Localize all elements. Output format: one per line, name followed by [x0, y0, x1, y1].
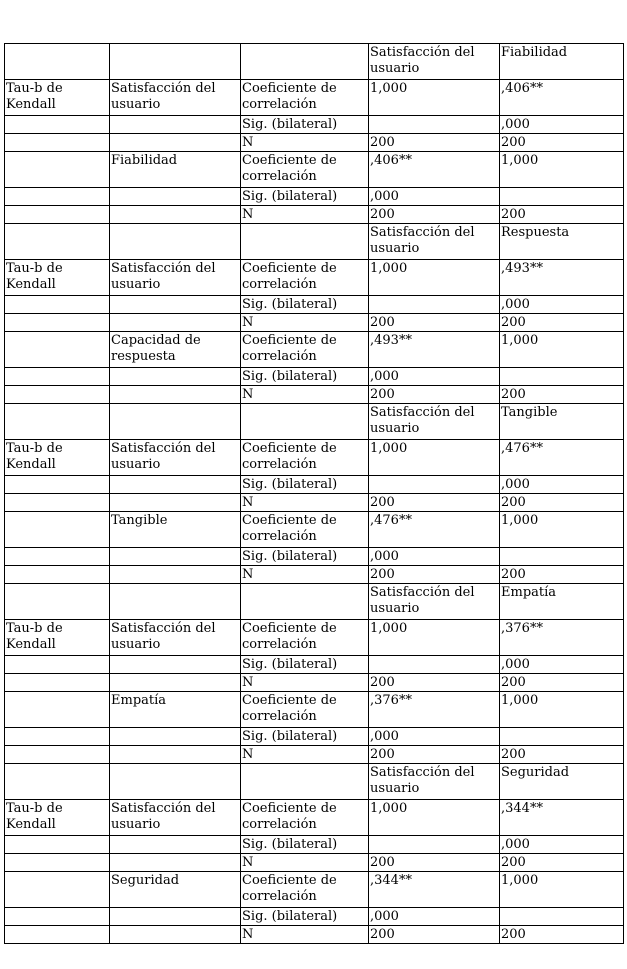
empty-cell [110, 386, 241, 404]
value-cell: ,000 [369, 548, 500, 566]
value-cell: 200 [500, 206, 624, 224]
empty-cell [110, 224, 241, 260]
value-cell: ,406** [500, 80, 624, 116]
row-variable-label: Satisfacción del usuario [110, 440, 241, 476]
empty-cell [5, 584, 110, 620]
row-variable-label: Satisfacción del usuario [110, 620, 241, 656]
value-cell: ,476** [369, 512, 500, 548]
measure-label: Coeficiente de correlación [241, 692, 369, 728]
value-cell: ,000 [500, 116, 624, 134]
measure-label: N [241, 674, 369, 692]
empty-cell [5, 836, 110, 854]
table-row [5, 332, 624, 368]
measure-label: N [241, 386, 369, 404]
table-row [5, 440, 624, 476]
empty-cell [110, 404, 241, 440]
table-row [5, 494, 624, 512]
table-row [5, 800, 624, 836]
value-cell: 1,000 [500, 692, 624, 728]
table-row [5, 566, 624, 584]
empty-cell [5, 224, 110, 260]
table-row [5, 116, 624, 134]
table-row [5, 512, 624, 548]
empty-cell [369, 476, 500, 494]
value-cell: ,000 [369, 188, 500, 206]
value-cell: 200 [500, 314, 624, 332]
block-header-row [5, 224, 624, 260]
table-row [5, 260, 624, 296]
value-cell: 1,000 [500, 872, 624, 908]
row-variable-label: Satisfacción del usuario [110, 800, 241, 836]
measure-label: Coeficiente de correlación [241, 80, 369, 116]
column-header-dimension: Tangible [500, 404, 624, 440]
empty-cell [110, 656, 241, 674]
statistic-label: Tau-b de Kendall [5, 440, 110, 476]
row-variable-label: Fiabilidad [110, 152, 241, 188]
table-row [5, 206, 624, 224]
table-row [5, 134, 624, 152]
empty-cell [5, 116, 110, 134]
table-row [5, 872, 624, 908]
row-variable-label: Empatía [110, 692, 241, 728]
empty-cell [110, 368, 241, 386]
empty-cell [110, 926, 241, 944]
table-row [5, 188, 624, 206]
empty-cell [5, 476, 110, 494]
measure-label: Coeficiente de correlación [241, 260, 369, 296]
table-row [5, 656, 624, 674]
empty-cell [369, 656, 500, 674]
value-cell: ,406** [369, 152, 500, 188]
empty-cell [5, 548, 110, 566]
row-variable-label: Satisfacción del usuario [110, 80, 241, 116]
value-cell: 1,000 [500, 152, 624, 188]
empty-cell [369, 116, 500, 134]
measure-label: Sig. (bilateral) [241, 368, 369, 386]
empty-cell [110, 494, 241, 512]
measure-label: Coeficiente de correlación [241, 440, 369, 476]
block-header-row [5, 404, 624, 440]
measure-label: Sig. (bilateral) [241, 188, 369, 206]
table-row [5, 476, 624, 494]
table-row [5, 152, 624, 188]
measure-label: Coeficiente de correlación [241, 512, 369, 548]
empty-cell [5, 44, 110, 80]
empty-cell [110, 476, 241, 494]
table-row [5, 620, 624, 656]
value-cell: ,000 [369, 728, 500, 746]
statistic-label: Tau-b de Kendall [5, 620, 110, 656]
value-cell: ,493** [500, 260, 624, 296]
value-cell: 200 [500, 674, 624, 692]
value-cell: ,000 [500, 836, 624, 854]
row-variable-label: Seguridad [110, 872, 241, 908]
table-row [5, 80, 624, 116]
row-variable-label: Tangible [110, 512, 241, 548]
measure-label: Sig. (bilateral) [241, 116, 369, 134]
table-row [5, 296, 624, 314]
measure-label: Sig. (bilateral) [241, 908, 369, 926]
empty-cell [369, 836, 500, 854]
value-cell: 1,000 [500, 512, 624, 548]
value-cell: ,000 [500, 296, 624, 314]
empty-cell [5, 872, 110, 908]
measure-label: Sig. (bilateral) [241, 476, 369, 494]
measure-label: N [241, 314, 369, 332]
empty-cell [110, 854, 241, 872]
correlation-table [4, 43, 624, 944]
empty-cell [5, 368, 110, 386]
empty-cell [110, 116, 241, 134]
empty-cell [110, 746, 241, 764]
value-cell: 1,000 [369, 620, 500, 656]
empty-cell [5, 728, 110, 746]
empty-cell [5, 674, 110, 692]
value-cell: 200 [369, 206, 500, 224]
table-row [5, 908, 624, 926]
value-cell: 200 [369, 314, 500, 332]
empty-cell [5, 512, 110, 548]
column-header-main: Satisfacción del usuario [369, 404, 500, 440]
table-row [5, 386, 624, 404]
empty-cell [5, 386, 110, 404]
empty-cell [241, 404, 369, 440]
correlation-table-body [5, 44, 624, 944]
empty-cell [5, 566, 110, 584]
empty-cell [110, 548, 241, 566]
empty-cell [5, 296, 110, 314]
measure-label: N [241, 926, 369, 944]
empty-cell [110, 908, 241, 926]
measure-label: Sig. (bilateral) [241, 836, 369, 854]
measure-label: Sig. (bilateral) [241, 296, 369, 314]
measure-label: N [241, 494, 369, 512]
empty-cell [110, 836, 241, 854]
empty-cell [110, 134, 241, 152]
empty-cell [369, 296, 500, 314]
value-cell: 1,000 [369, 260, 500, 296]
block-header-row [5, 44, 624, 80]
empty-cell [500, 548, 624, 566]
column-header-main: Satisfacción del usuario [369, 44, 500, 80]
empty-cell [5, 746, 110, 764]
value-cell: ,376** [500, 620, 624, 656]
value-cell: 200 [500, 134, 624, 152]
value-cell: 200 [500, 854, 624, 872]
measure-label: N [241, 854, 369, 872]
column-header-dimension: Seguridad [500, 764, 624, 800]
value-cell: 200 [369, 386, 500, 404]
statistic-label: Tau-b de Kendall [5, 80, 110, 116]
value-cell: ,376** [369, 692, 500, 728]
value-cell: 200 [500, 926, 624, 944]
empty-cell [110, 314, 241, 332]
value-cell: ,476** [500, 440, 624, 476]
empty-cell [5, 206, 110, 224]
measure-label: N [241, 206, 369, 224]
empty-cell [241, 44, 369, 80]
value-cell: ,493** [369, 332, 500, 368]
empty-cell [110, 296, 241, 314]
empty-cell [500, 188, 624, 206]
block-header-row [5, 584, 624, 620]
value-cell: 200 [369, 926, 500, 944]
value-cell: 200 [500, 386, 624, 404]
table-row [5, 692, 624, 728]
empty-cell [5, 404, 110, 440]
value-cell: 200 [500, 494, 624, 512]
table-row [5, 926, 624, 944]
measure-label: Coeficiente de correlación [241, 620, 369, 656]
empty-cell [241, 764, 369, 800]
table-row [5, 746, 624, 764]
empty-cell [5, 926, 110, 944]
row-variable-label: Satisfacción del usuario [110, 260, 241, 296]
table-row [5, 548, 624, 566]
value-cell: 200 [500, 746, 624, 764]
measure-label: Coeficiente de correlación [241, 152, 369, 188]
statistic-label: Tau-b de Kendall [5, 260, 110, 296]
table-row [5, 314, 624, 332]
table-row [5, 836, 624, 854]
value-cell: ,000 [500, 476, 624, 494]
measure-label: Sig. (bilateral) [241, 548, 369, 566]
empty-cell [5, 854, 110, 872]
empty-cell [110, 188, 241, 206]
measure-label: Coeficiente de correlación [241, 800, 369, 836]
empty-cell [5, 134, 110, 152]
value-cell: ,000 [500, 656, 624, 674]
table-row [5, 368, 624, 386]
measure-label: Sig. (bilateral) [241, 728, 369, 746]
value-cell: 200 [369, 134, 500, 152]
empty-cell [500, 908, 624, 926]
empty-cell [110, 566, 241, 584]
value-cell: 200 [369, 746, 500, 764]
empty-cell [5, 494, 110, 512]
column-header-dimension: Fiabilidad [500, 44, 624, 80]
value-cell: ,000 [369, 368, 500, 386]
statistic-label: Tau-b de Kendall [5, 800, 110, 836]
value-cell: 1,000 [369, 440, 500, 476]
table-row [5, 728, 624, 746]
measure-label: Coeficiente de correlación [241, 872, 369, 908]
column-header-main: Satisfacción del usuario [369, 764, 500, 800]
measure-label: Sig. (bilateral) [241, 656, 369, 674]
measure-label: N [241, 746, 369, 764]
empty-cell [5, 656, 110, 674]
table-row [5, 854, 624, 872]
empty-cell [110, 206, 241, 224]
value-cell: ,344** [500, 800, 624, 836]
measure-label: N [241, 134, 369, 152]
empty-cell [500, 368, 624, 386]
empty-cell [110, 44, 241, 80]
empty-cell [500, 728, 624, 746]
block-header-row [5, 764, 624, 800]
column-header-main: Satisfacción del usuario [369, 584, 500, 620]
empty-cell [5, 152, 110, 188]
column-header-dimension: Respuesta [500, 224, 624, 260]
empty-cell [110, 674, 241, 692]
measure-label: N [241, 566, 369, 584]
value-cell: 200 [369, 566, 500, 584]
row-variable-label: Capacidad de respuesta [110, 332, 241, 368]
empty-cell [5, 764, 110, 800]
value-cell: 200 [369, 494, 500, 512]
column-header-main: Satisfacción del usuario [369, 224, 500, 260]
value-cell: 200 [369, 674, 500, 692]
value-cell: 200 [369, 854, 500, 872]
empty-cell [241, 224, 369, 260]
measure-label: Coeficiente de correlación [241, 332, 369, 368]
value-cell: ,344** [369, 872, 500, 908]
empty-cell [5, 332, 110, 368]
column-header-dimension: Empatía [500, 584, 624, 620]
empty-cell [110, 584, 241, 620]
empty-cell [5, 908, 110, 926]
empty-cell [5, 188, 110, 206]
empty-cell [241, 584, 369, 620]
empty-cell [110, 764, 241, 800]
value-cell: 1,000 [500, 332, 624, 368]
empty-cell [5, 692, 110, 728]
value-cell: ,000 [369, 908, 500, 926]
empty-cell [110, 728, 241, 746]
empty-cell [5, 314, 110, 332]
table-row [5, 674, 624, 692]
value-cell: 1,000 [369, 800, 500, 836]
value-cell: 1,000 [369, 80, 500, 116]
value-cell: 200 [500, 566, 624, 584]
